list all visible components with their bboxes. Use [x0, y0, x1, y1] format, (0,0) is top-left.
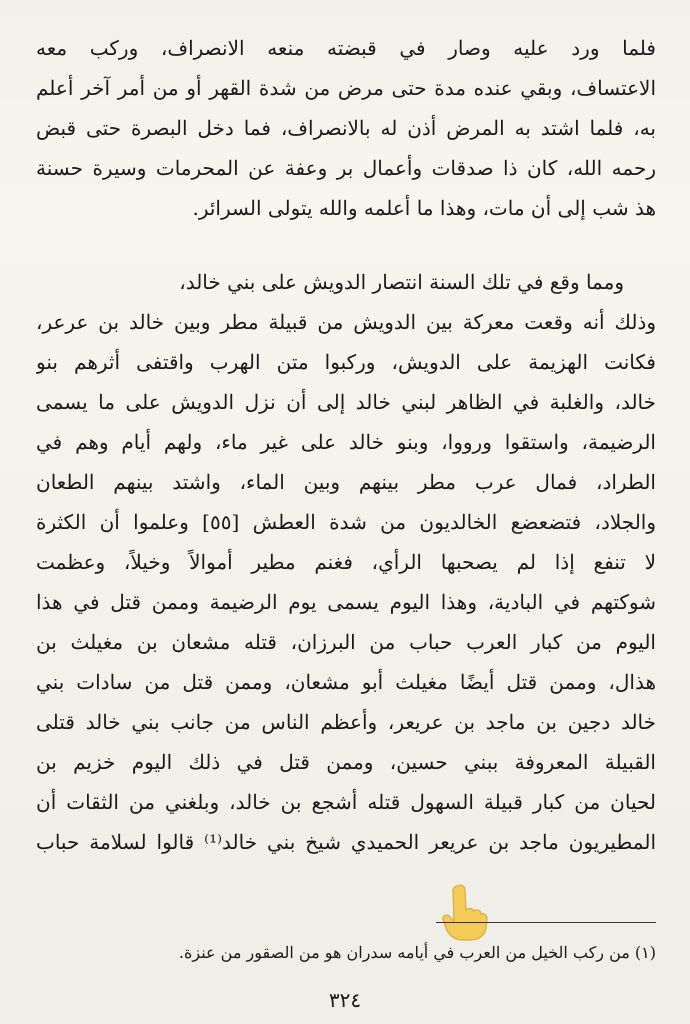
text-line: لحيان من كبار قبيلة السهول قتله أشجع بن خالد، وبلغني من الثقات أن [36, 790, 656, 814]
paragraph-gap [36, 228, 656, 262]
text-line: خالد، والغلبة في الظاهر لبني خالد إلى أن نزل الدويش على ما يسمى [36, 390, 656, 414]
text-line: فلما ورد عليه وصار في قبضته منعه الانصراف، وركب معه [36, 36, 656, 60]
text-line: لا تنفع إذا لم يصحبها الرأي، فغنم مطير أموالاً وخيلاً، وعظمت [36, 550, 656, 574]
paragraph-1 [36, 28, 656, 228]
text-line: هذ شب إلى أن مات، وهذا ما أعلمه والله يتولى السرائر. [192, 196, 656, 220]
text-line: هذال، وممن قتل أيضًا مغيلث أبو مشعان، وممن قتل من سادات بني [36, 670, 656, 694]
text-line: ومما وقع في تلك السنة انتصار الدويش على بني خالد، [179, 270, 624, 294]
text-line: والجلاد، فتضعضع الخالديون من شدة العطش [٥٥] وعلموا أن الكثرة [36, 510, 656, 534]
paragraph-2 [36, 262, 656, 862]
footnote: (١) من ركب الخيل من العرب في أيامه سدران هو من الصقور من عنزة. [178, 943, 656, 962]
text-line: الطراد، فمال عرب مطر بينهم وبين الماء، واشتد بينهم الطعان [36, 470, 656, 494]
text-line: الرضيمة، واستقوا ورووا، وبنو خالد على غير ماء، ولهم أيام وهم في [36, 430, 656, 454]
text-line: القبيلة المعروفة ببني حسين، وممن قتل في ذلك اليوم خزيم بن [36, 750, 656, 774]
text-line: وذلك أنه وقعت معركة بين الدويش من قبيلة مطر وبين خالد بن عرعر، [36, 310, 656, 334]
text-line: فكانت الهزيمة على الدويش، وركبوا متن الهرب واقتفى أثرهم بنو [36, 350, 656, 374]
text-line: المطيريون ماجد بن عريعر الحميدي شيخ بني خالد⁽¹⁾ قالوا لسلامة حباب [36, 830, 656, 854]
text-line: اليوم من كبار العرب حباب من البرزان، قتله مشعان بن مغيلث بن [36, 630, 656, 654]
pointing-finger-icon [440, 882, 490, 942]
main-text [36, 28, 656, 862]
page-number: ٣٢٤ [328, 988, 362, 1012]
footnote-divider [436, 922, 656, 923]
text-line: رحمه الله، كان ذا صدقات وأعمال بر وعفة عن المحرمات وسيرة حسنة [36, 156, 656, 180]
text-line: شوكتهم في البادية، وهذا اليوم يسمى يوم الرضيمة وممن قتل في هذا [36, 590, 656, 614]
text-line: الاعتساف، وبقي عنده مدة حتى مرض من شدة القهر أو من أمر آخر أعلم [36, 76, 656, 100]
text-line: خالد دجين بن ماجد بن عريعر، وأعظم الناس من جانب بني خالد قتلى [36, 710, 656, 734]
text-line: به، فلما اشتد به المرض أذن له بالانصراف، فما دخل البصرة حتى قبض [36, 116, 656, 140]
